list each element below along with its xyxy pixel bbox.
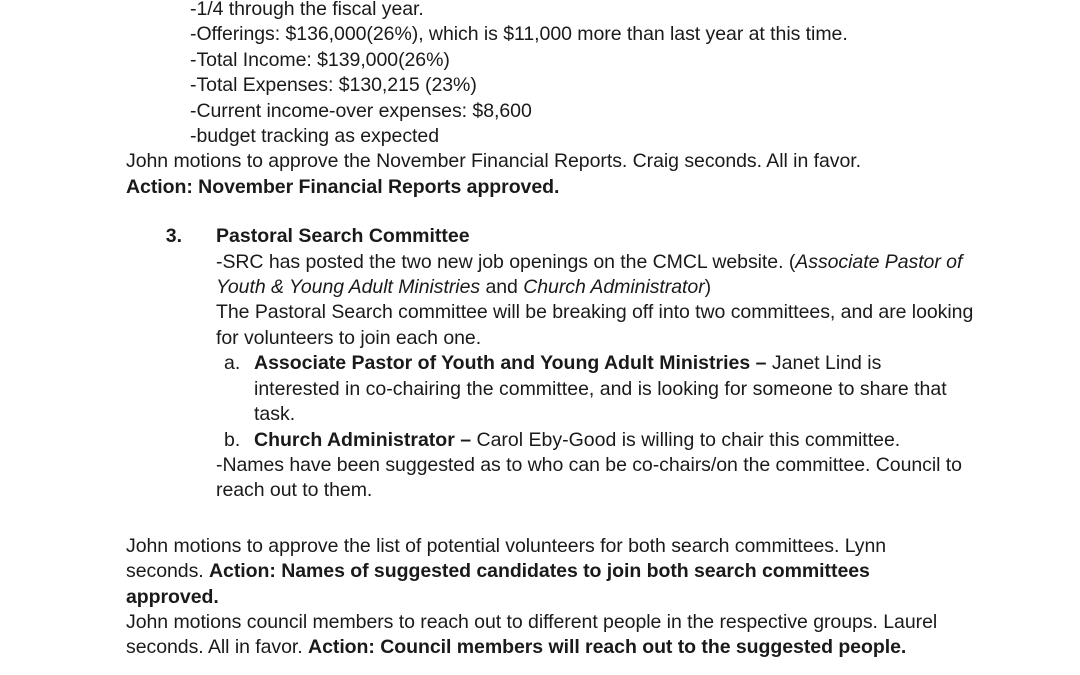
names-suggested-line: -Names have been suggested as to who can be co-chairs/on the committee. Council to reach out to them. xyxy=(216,453,962,502)
document-body xyxy=(126,0,974,661)
motion-volunteers-text: John motions to approve the list of potential volunteers for both search committees. Lynn seconds. xyxy=(126,534,887,583)
subitem-a-bold-label: Associate Pastor of Youth and Young Adult Ministries – xyxy=(254,352,767,375)
motion-volunteers xyxy=(126,534,956,610)
job-title-church-administrator: Church Administrator xyxy=(523,276,705,299)
motion-financial-reports: John motions to approve the November Financial Reports. Craig seconds. All in favor. xyxy=(126,150,862,173)
subitem-a xyxy=(224,351,956,427)
agenda-item-3-heading: Pastoral Search Committee xyxy=(216,225,470,248)
financial-bullet-list xyxy=(126,0,956,149)
motion-reach-out-text: John motions council members to reach out to different people in the respective groups. Laurel seconds. All in favor. xyxy=(126,610,938,659)
section-spacer xyxy=(126,200,956,224)
financial-bullet-item: -Total Income: $139,000(26%) xyxy=(190,48,450,71)
subitem-b xyxy=(224,428,956,453)
subitem-b-rest: Carol Eby-Good is willing to chair this committee. xyxy=(471,428,901,451)
financial-bullet-item: -Current income-over expenses: $8,600 xyxy=(190,99,532,122)
subitem-a-rest: Janet Lind is interested in co-chairing the committee, and is looking for someone to share that task. xyxy=(254,352,947,426)
src-job-postings-line xyxy=(216,250,976,301)
committee-split-paragraph: The Pastoral Search committee will be breaking off into two committees, and are looking for volunteers to join each one. xyxy=(216,301,974,349)
paragraph-spacer xyxy=(126,504,956,534)
src-line-prefix: -SRC has posted the two new job openings on the CMCL website. ( xyxy=(216,250,796,273)
motion-reach-out xyxy=(126,610,956,661)
financial-bullet-item: -Total Expenses: $130,215 (23%) xyxy=(190,74,477,97)
action-financial-reports: Action: November Financial Reports approved. xyxy=(126,175,560,198)
action-reach-out: Action: Council members will reach out to the suggested people. xyxy=(308,636,907,659)
financial-bullet-item: -Offerings: $136,000(26%), which is $11,000 more than last year at this time. xyxy=(190,23,848,46)
agenda-item-3 xyxy=(160,224,956,249)
financial-bullet-item: -1/4 through the fiscal year. xyxy=(190,0,424,20)
action-volunteers: Action: Names of suggested candidates to join both search committees approved. xyxy=(126,560,870,608)
subitem-a-text xyxy=(254,351,956,427)
subitem-b-text xyxy=(254,428,956,453)
job-title-associate-pastor: Associate Pastor of Youth & Young Adult Ministries xyxy=(216,250,963,299)
subitem-a-marker: a. xyxy=(224,352,241,375)
subitem-b-marker: b. xyxy=(224,428,241,451)
src-line-suffix: ) xyxy=(704,276,712,299)
src-conjunction: and xyxy=(480,276,524,299)
subitem-b-bold-label: Church Administrator – xyxy=(254,428,472,451)
financial-bullet-item: -budget tracking as expected xyxy=(190,125,440,148)
agenda-item-3-marker: 3. xyxy=(165,225,182,248)
